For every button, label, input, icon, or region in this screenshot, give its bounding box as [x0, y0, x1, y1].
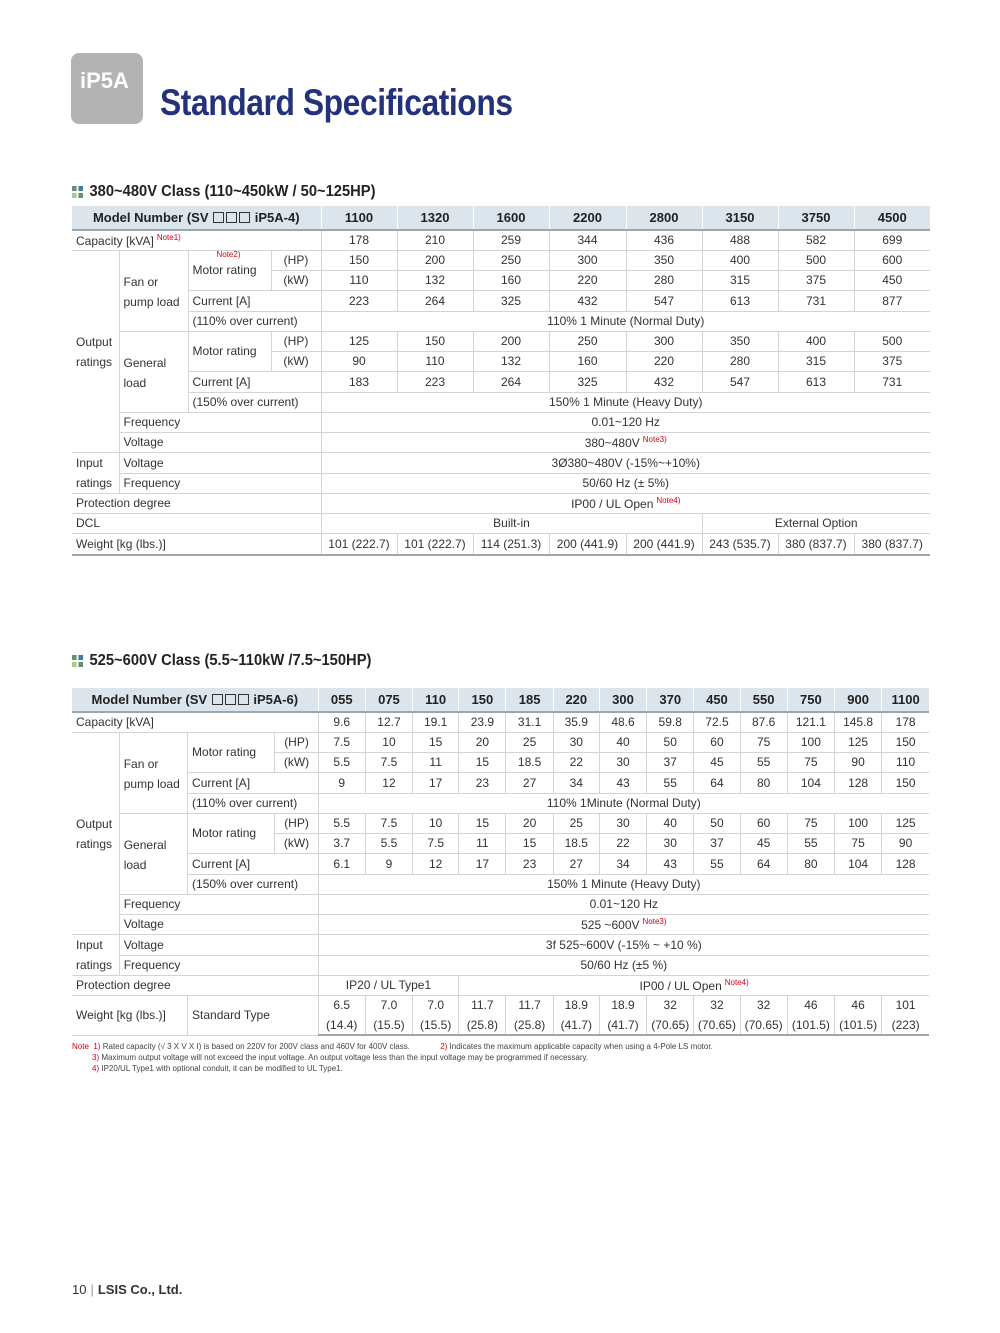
input-ratings-label: Input ratings: [72, 452, 119, 493]
out-frequency-row: Frequency 0.01~120 Hz: [72, 412, 930, 432]
model-cell: 4500: [854, 206, 930, 230]
capacity-row: Capacity [kVA] 9.6 12.7 19.1 23.9 31.1 35.9 48.6 59.8 72.5 87.6 121.1 145.8 178: [72, 712, 929, 732]
footnote-line-1: Note 1) Rated capacity (√ 3 X V X I) is based on 220V for 200V class and 460V for 400V class. 2) Indicates the maximum applicable capacity when using a 4-Pole LS motor.: [72, 1042, 713, 1051]
gen-kw-row: (kW) 90 110 132 160 220 280 315 375: [72, 351, 930, 371]
weight-row: Weight [kg (lbs.)] 101 (222.7) 101 (222.7) 114 (251.3) 200 (441.9) 200 (441.9) 243 (535.7) 380 (837.7) 380 (837.7): [72, 533, 930, 555]
output-ratings-label: Output ratings: [76, 816, 113, 851]
out-frequency-row: Frequency 0.01~120 Hz: [72, 894, 929, 914]
protection-row: Protection degree IP20 / UL Type1 IP00 / UL Open $^{Note4)}$: [72, 975, 929, 995]
gen-current-row: Current [A] 183 223 264 325 432 547 613 731: [72, 371, 930, 392]
model-cell: 3750: [778, 206, 854, 230]
overcurrent-110-row: (110% over current) 110% 1Minute (Normal Duty): [72, 793, 929, 813]
in-frequency-row: Frequency 50/60 Hz (±5 %): [72, 955, 929, 975]
general-load-label: General load: [119, 813, 187, 894]
in-voltage-row: Input ratings Voltage 3f 525~600V (-15% ~ +10 %): [72, 934, 929, 955]
protection-row: Protection degree IP00 / UL Open $^{Note4)}$: [72, 493, 930, 513]
section-title-525v: 525~600V Class (5.5~110kW /7.5~150HP): [72, 652, 371, 670]
model-header-row: [72, 206, 930, 230]
weight-lbs-row: (14.4) (15.5) (15.5) (25.8) (25.8) (41.7) (41.7) (70.65) (70.65) (70.65) (101.5) (101.5) (223): [72, 1015, 929, 1035]
model-header-row: Model Number (SV iP5A-6) 055 075 110 150 185 220 300 370 450 550 750 900 1100: [72, 688, 929, 712]
page-title: Standard Specifications: [160, 82, 513, 123]
gen-hp-row: General load Motor rating (HP) 125 150 200 250 300 350 400 500: [72, 331, 930, 351]
overcurrent-150-row: (150% over current) 150% 1 Minute (Heavy Duty): [72, 874, 929, 894]
badge-text: iP5A: [80, 68, 129, 93]
fan-current-row: Current [A] 223 264 325 432 547 613 731 877: [72, 290, 930, 311]
model-number-label: Model Number (SV iP5A-4): [72, 206, 321, 230]
in-voltage-row: Input ratings Voltage 3Ø380~480V (-15%~+10%): [72, 452, 930, 473]
spec-table-380v: [72, 206, 930, 556]
model-number-label: Model Number (SV iP5A-6): [72, 688, 318, 712]
capacity-label: Capacity [kVA] $^{Note1)}$: [72, 230, 321, 250]
output-ratings-label: Output ratings: [76, 334, 113, 369]
model-cell: 1100: [321, 206, 397, 230]
fan-pump-label: Fan or pump load: [119, 250, 188, 331]
general-load-label: General load: [119, 331, 188, 412]
fan-hp-row: Output ratings Fan or pump load Motor rating (HP) 7.5 10 15 20 25 30 40 50 60 75 100 125 150: [72, 732, 929, 752]
section-title-380v: 380~480V Class (110~450kW / 50~125HP): [72, 183, 376, 201]
gen-kw-row: (kW) 3.7 5.5 7.5 11 15 18.5 22 30 37 45 55 75 90: [72, 833, 929, 853]
dcl-row: DCL Built-in External Option: [72, 513, 930, 533]
product-badge: [71, 53, 143, 124]
page-footer: 10 | LSIS Co., Ltd.: [72, 1282, 183, 1297]
out-voltage-row: Voltage 525 ~600V $^{Note3)}$: [72, 914, 929, 934]
page-number: 10: [72, 1282, 87, 1297]
fan-current-row: Current [A] 9 12 17 23 27 34 43 55 64 80 104 128 150: [72, 772, 929, 793]
weight-kg-row: Weight [kg (lbs.)] Standard Type 6.5 7.0 7.0 11.7 11.7 18.9 18.9 32 32 32 46 46 101: [72, 995, 929, 1015]
out-voltage-row: Voltage 380~480V $^{Note3)}$: [72, 432, 930, 452]
footnotes: [72, 1041, 713, 1074]
spec-table-525v: [72, 688, 929, 1036]
gen-hp-row: General load Motor rating (HP) 5.5 7.5 10 15 20 25 30 40 50 60 75 100 125: [72, 813, 929, 833]
overcurrent-110-row: (110% over current) 110% 1 Minute (Normal Duty): [72, 311, 930, 331]
overcurrent-150-row: (150% over current) 150% 1 Minute (Heavy Duty): [72, 392, 930, 412]
motor-rating-label: Note2) Motor rating: [188, 250, 271, 290]
model-cell: 2800: [626, 206, 702, 230]
in-frequency-row: Frequency 50/60 Hz (± 5%): [72, 473, 930, 493]
model-cell: 3150: [702, 206, 778, 230]
input-ratings-label: Input ratings: [72, 934, 119, 975]
company-name: LSIS Co., Ltd.: [97, 1282, 183, 1297]
model-cell: 2200: [549, 206, 626, 230]
footnote-line-3: 3) Maximum output voltage will not exceed the input voltage. An output voltage less than the input voltage may be programmed if necessary.: [92, 1053, 589, 1062]
gen-current-row: Current [A] 6.1 9 12 17 23 27 34 43 55 64 80 104 128: [72, 853, 929, 874]
fan-pump-label: Fan or pump load: [119, 732, 187, 813]
fan-kw-row: (kW) 110 132 160 220 280 315 375 450: [72, 270, 930, 290]
footnote-line-4: 4) IP20/UL Type1 with optional conduit, it can be modified to UL Type1.: [92, 1064, 343, 1073]
model-cell: 1320: [397, 206, 473, 230]
model-cell: 1600: [473, 206, 549, 230]
fan-kw-row: (kW) 5.5 7.5 11 15 18.5 22 30 37 45 55 75 90 110: [72, 752, 929, 772]
fan-hp-row: Output ratings Fan or pump load Note2) Motor rating (HP) 150 200 250 300 350 400 500 600: [72, 250, 930, 270]
capacity-row: Capacity [kVA] $^{Note1)}$ 178 210 259 344 436 488 582 699: [72, 230, 930, 250]
section-bullet-icon: [72, 655, 83, 667]
section-bullet-icon: [72, 186, 83, 198]
